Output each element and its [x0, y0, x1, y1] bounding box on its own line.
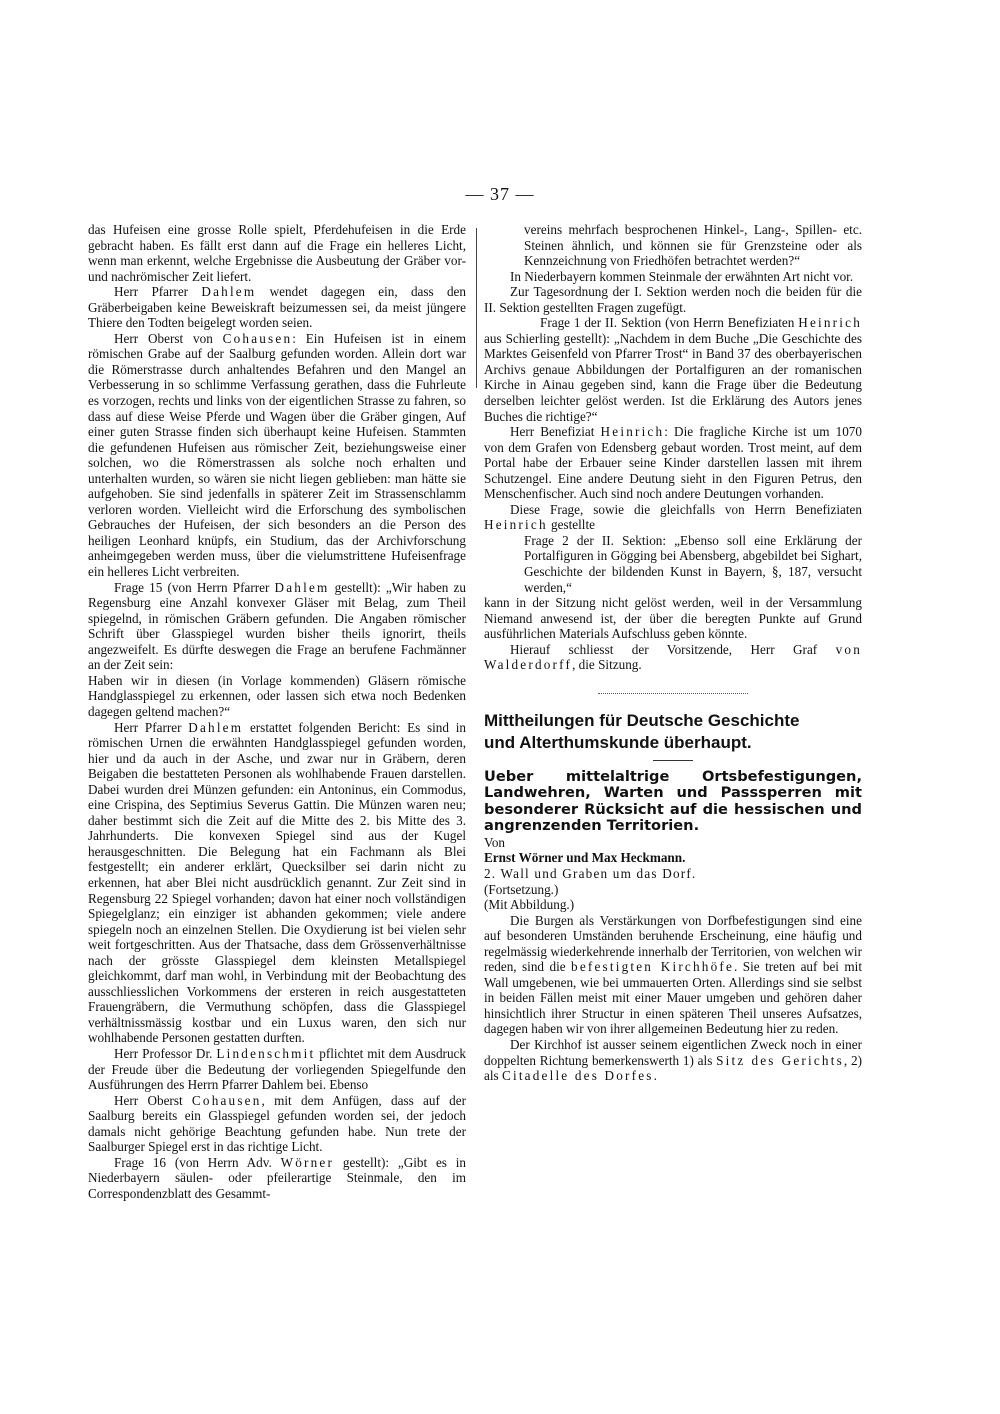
person-name: Heinrich — [484, 517, 548, 533]
emphasis: Sitz des Gerichts — [716, 1052, 844, 1068]
text: Herr Oberst von — [114, 330, 223, 346]
paragraph — [484, 913, 862, 1037]
text: Die Burgen als Verstärkungen von Dorfbefestigungen sind eine auf besonderen Umständen beruhende Erscheinung, eine häufig und regelmässig wiederkehrende innerhalb der Territorien, von welchen wir reden, sind die — [484, 912, 862, 975]
text: gestellt): „Wir haben zu Regensburg eine Anzahl konvexer Gläser mit Belag, zum Theil spiegelnd, in römischen Gräbern gefunden. Die Angaben römischer Schrift über Glasspiegel wurden bisher theils ignorirt, theils angezweifelt. Es dürfte deswegen die Frage an berufene Fachmänner an der Zeit sein: — [88, 579, 467, 673]
text: : Die fragliche Kirche ist um 1070 von dem Grafen von Edensberg gebaut worden. Trost meint, auf dem Portal habe der Erbauer seine Kinder darstellen lassen mit ihrem Schutzengel. Eine andere Deutung sieht in den Figuren Petrus, den Menschenfischer. Auch sind noch andere Deutungen vorhanden. — [484, 424, 862, 502]
emphasis: befestigten Kirchhöfe — [571, 959, 735, 975]
illustration-note: (Mit Abbildung.) — [484, 897, 575, 913]
paragraph — [484, 1037, 862, 1084]
text: Herr Oberst — [114, 1092, 192, 1108]
text: , die Sitzung. — [572, 657, 642, 673]
text: , mit dem Anfügen, dass auf der Saalburg bereits ein Glasspiegel gefunden worden sei, der jedoch damals nicht gehörige Beachtung gefunden habe. Nun trete der Saalburger Spiegel erst in das richtige Licht. — [88, 1092, 467, 1155]
paragraph — [484, 315, 862, 424]
left-column — [88, 222, 466, 1201]
text: aus Schierling gestellt): „Nachdem in dem Buche „Die Geschichte des Marktes Geisenfeld von Pfarrer Trost“ in Band 37 des oberbayerischen Archivs genaue Abbildungen der Portalfiguren an der romanischen Kirche in Ainau gegeben sind, kann die Frage über die Bedeutung derselben leichter gelöst werden. Ist die Erklärung des Autors jenes Buches die richtige?“ — [484, 330, 862, 424]
person-name: Lindenschmit — [216, 1045, 316, 1061]
paragraph — [88, 1046, 466, 1093]
paragraph — [88, 1093, 466, 1155]
right-column — [484, 222, 862, 1084]
article-subtitle: 2. Wall und Graben um das Dorf. — [484, 865, 697, 881]
text: Der Kirchhof ist ausser seinem eigentlichen Zweck noch in einer doppelten Richtung bemerkenswerth 1) als — [484, 1036, 862, 1068]
paragraph: das Hufeisen eine grosse Rolle spielt, Pferdehufeisen in die Erde gebracht haben. Es fällt erst dann auf die Frage ein helleres Licht, wenn man erkennt, welche Ergebnisse die Ausbeutung der Gräber vor- und nachrömischer Zeit liefert. — [88, 222, 466, 284]
text: . Sie treten auf bei mit Wall umgebenen, wie bei ummauerten Orten. Allerdings sind sie selbst in beiden Fällen meist mit einer Mauer umgeben und gehören daher hinsichtlich ihrer Structur in einen späteren Theil unseres Aufsatzes, dagegen haben wir von ihrer allgemeinen Bedeutung hier zu reden. — [484, 959, 863, 1037]
article-title: Ueber mittelaltrige Ortsbefestigungen, Landwehren, Warten und Passsperren mit besonderer Rücksicht auf die hessischen und angrenzenden Territorien. — [484, 767, 862, 835]
section-divider — [598, 693, 748, 694]
text: Herr Pfarrer — [114, 284, 202, 300]
paragraph: vereins mehrfach besprochenen Hinkel-, Lang-, Spillen- etc. Steinen ähnlich, und können sie für Grenzsteine oder als Kennzeichnung von Friedhöfen betrachtet werden?“ — [524, 222, 862, 269]
paragraph: kann in der Sitzung nicht gelöst werden, weil in der Versammlung Niemand anwesend ist, der über die beregten Punkte auf Grund ausführlichen Materials Aufschluss geben könnte. — [484, 595, 862, 642]
heading-rule — [653, 760, 693, 761]
person-name: von Walderdorff — [484, 641, 862, 673]
column-divider — [476, 228, 477, 388]
person-name: Dahlem — [201, 284, 257, 300]
byline-von: Von — [484, 834, 506, 850]
section-heading: und Alterthumskunde überhaupt. — [484, 732, 752, 752]
block-quote: Haben wir in diesen (in Vorlage kommenden) Gläsern römische Handglasspiegel zu erkennen, oder lassen sich etwa noch Bedenken dagegen geltend machen?“ — [88, 672, 466, 719]
person-name: Dahlem — [188, 719, 244, 735]
page-number: — 37 — — [465, 184, 535, 204]
person-name: Heinrich — [798, 315, 862, 331]
text: erstattet folgenden Bericht: Es sind in römischen Urnen die erwähnten Handglasspiegel gefunden worden, hier und da auch in der Asche, und zwar nur in Gräbern, deren Beigaben die bestatteten Personen als wohlhabende Frauen darstellen. Dabei wurden drei Münzen gefunden: ein Antoninus, ein Commodus, eine Crispina, des Septimius Severus Gattin. Die Münzen waren neu; daher bestimmt sich die Zeit auf die Mitte des 2. bis Mitte des 3. Jahrhunderts. Die konvexen Spiegel sind aus der Kugel herausgeschnitten. Die Belegung hat ein Fachmann als Blei festgestellt; ein anderer erklärt, Quecksilber sei darin nicht zu erkennen, hat aber Blei nicht ausdrücklich genannt. Zur Zeit sind in Regensburg 22 Spiegel vorhanden; davon hat einer noch vollständigen Spiegelglanz; ein einziger ist abhanden gekommen; viele andere spiegeln noch an einzelnen Stellen. Die Oxydierung ist bei vielen sehr weit fortgeschritten. Aus der Thatsache, dass dem Grössenverhältnisse nach der grösste Glasspiegel dem kleinsten Metallspiegel gleichkommt, darf man wohl, in Verbindung mit der Beobachtung des ausschliesslichen Vorkommens der ersteren in reich ausgestatteten Frauengräbern, die Vermuthung schöpfen, dass die Glasspiegel verhältnissmässig kostbar und ein Luxus waren, den sich nur wohlhabende Personen gestatten durften. — [88, 719, 466, 1046]
paragraph — [484, 642, 862, 673]
text: Herr Professor Dr. — [114, 1045, 217, 1061]
paragraph — [484, 502, 862, 533]
paragraph — [88, 580, 466, 673]
text: : Ein Hufeisen ist in einem römischen Grabe auf der Saalburg gefunden worden. Allein dort war die Römerstrasse durch anhaltendes Befahren und den Mangel an Verbesserung in so schlimme Verfassung gerathen, dass die Fuhrleute es vorzogen, rechts und links von der eigentlichen Strasse zu fahren, so dass auf diese Weise Pferde und Wagen über die Gräber gingen, Auf einer guten Strasse finden sich überhaupt keine Hufeisen. Stammten die gefundenen Hufeisen aus römischer Zeit, beziehungsweise einer solchen, wo die Römerstrassen als solche noch erhalten und unterhalten wurden, so wären sie nicht liegen geblieben: man hätte sie aufgehoben. Sie sind jedenfalls in späterer Zeit im Strassenschlamm verloren worden. Vielleicht wird die Erforschung des symbolischen Gebrauches der Hufeisen, der sich besonders an die Person des heiligen Leonhard knüpfs, ein Studium, das der Archivforschung anheimgegeben werden muss, über die vielumstrittene Hufeisenfrage ein helleres Licht verbreiten. — [88, 330, 466, 580]
paragraph — [88, 284, 466, 331]
person-name: Heinrich — [600, 424, 665, 440]
text: Hierauf schliesst der Vorsitzende, Herr Graf — [510, 641, 836, 657]
paragraph — [484, 424, 862, 502]
paragraph: In Niederbayern kommen Steinmale der erwähnten Art nicht vor. — [510, 268, 854, 284]
person-name: Wörner — [280, 1154, 335, 1170]
person-name: Cohausen — [222, 330, 293, 346]
paragraph — [88, 1155, 466, 1202]
person-name: Cohausen — [191, 1092, 262, 1108]
text: gestellt): „Gibt es in Niederbayern säulen- oder pfeilerartige Steinmale, den im Correspondenzblatt des Gesammt- — [88, 1154, 467, 1201]
person-name: Dahlem — [274, 579, 330, 595]
text: Frage 1 der II. Sektion (von Herrn Benefiziaten — [540, 315, 799, 331]
paragraph — [88, 331, 466, 580]
paragraph — [88, 720, 466, 1046]
text: Herr Pfarrer — [114, 719, 189, 735]
text: Frage 15 (von Herrn Pfarrer — [114, 579, 275, 595]
emphasis: Citadelle des Dorfes — [501, 1068, 654, 1084]
text: gestellte — [547, 517, 595, 533]
section-heading: Mittheilungen für Deutsche Geschichte — [484, 710, 800, 730]
text: . — [653, 1068, 657, 1084]
text: Herr Benefiziat — [510, 424, 601, 440]
text: Diese Frage, sowie die gleichfalls von Herrn Benefiziaten — [510, 501, 862, 517]
paragraph: Zur Tagesordnung der I. Sektion werden noch die beiden für die II. Sektion gestellten Fragen zugefügt. — [484, 284, 862, 315]
text: , 2) als — [484, 1052, 863, 1084]
text: wendet dagegen ein, dass den Gräberbeigaben keine Beweiskraft beizumessen sei, da meist jüngere Thiere den Todten beigelegt worden seien. — [88, 284, 466, 331]
text: pflichtet mit dem Ausdruck der Freude über die Bedeutung der vorliegenden Spiegelfunde den Ausführungen des Herrn Pfarrer Dahlem bei. Ebenso — [88, 1045, 466, 1093]
authors: Ernst Wörner und Max Heckmann. — [484, 850, 686, 866]
continuation-note: (Fortsetzung.) — [484, 881, 559, 897]
text: Frage 16 (von Herrn Adv. — [114, 1154, 281, 1170]
paragraph: Frage 2 der II. Sektion: „Ebenso soll eine Erklärung der Portalfiguren in Gögging bei Abensberg, abgebildet bei Sighart, Geschichte der bildenden Kunst in Bayern, §, 187, versucht werden,“ — [524, 532, 862, 595]
